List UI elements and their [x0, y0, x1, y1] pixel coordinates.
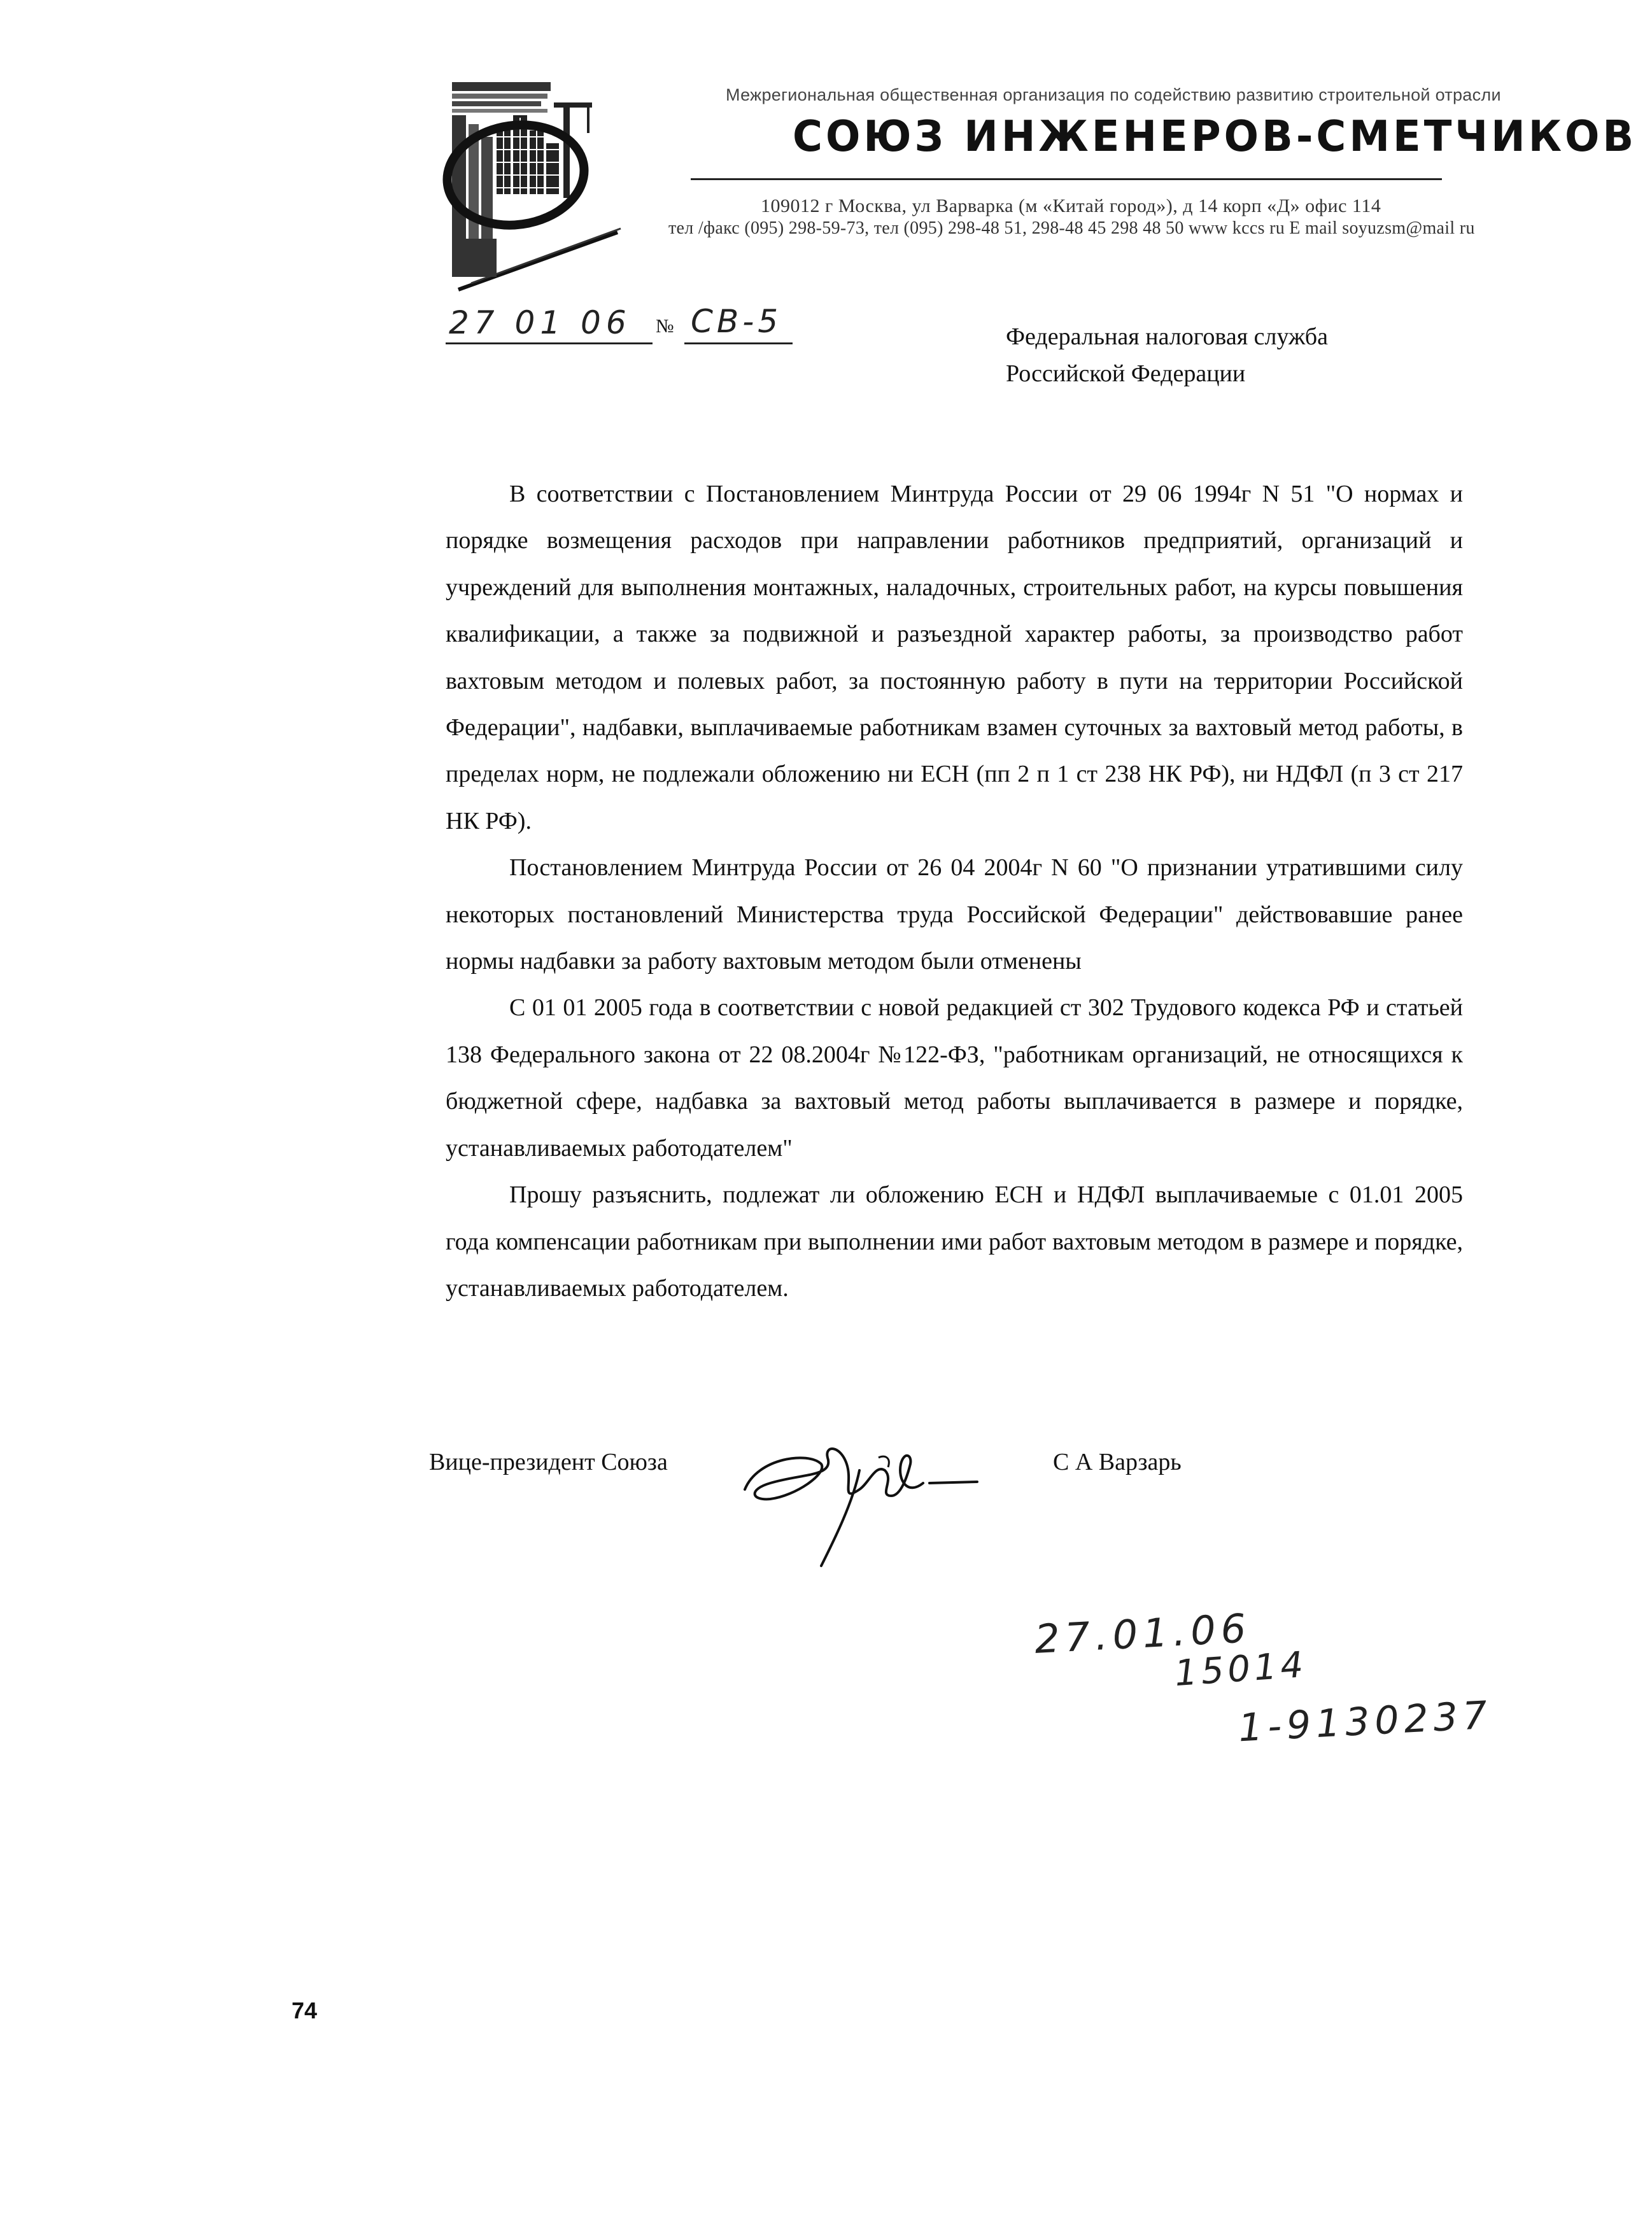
body-paragraph-4: Прошу разъяснить, подлежат ли обложению ЕСН и НДФЛ выплачиваемые с 01.01 2005 года компенсации работникам при выполнении ими работ вахтовым методом в размере и порядке, устанавливаемых работодателем.: [446, 1181, 1463, 1302]
handwritten-note-date: 27.01.06: [1033, 1605, 1252, 1663]
organization-contacts: тел /факс (095) 298-59-73, тел (095) 298-48 51, 298-48 45 298 48 50 www kccs ru E mail soyuzsm@mail ru: [668, 218, 1475, 238]
recipient-block: [1006, 318, 1328, 392]
organization-logo: [439, 80, 624, 296]
organization-address: 109012 г Москва, ул Варварка (м «Китай город»), д 14 корп «Д» офис 114: [761, 195, 1381, 216]
recipient-line-1: Федеральная налоговая служба: [1006, 323, 1328, 350]
signatory-name: С А Варзарь: [1053, 1449, 1182, 1475]
organization-subtitle: Межрегиональная общественная организация по содействию развитию строительной отрасли: [726, 85, 1501, 104]
reference-number-label: №: [656, 316, 674, 337]
reference-date-underline: [446, 342, 653, 344]
handwritten-note-number: 15014: [1173, 1643, 1309, 1695]
reference-number: СВ-5: [691, 303, 782, 340]
reference-date: 27 01 06: [449, 304, 632, 341]
page-number: 74: [292, 1997, 318, 2023]
body-paragraph-3: С 01 01 2005 года в соответствии с новой редакцией ст 302 Трудового кодекса РФ и статьей 138 Федерального закона от 22 08.2004г №122-ФЗ, "работникам организаций, не относящихся к бюджетной сфере, надбавка за вахтовый метод работы выплачивается в размере и порядке, устанавливаемых работодателем": [446, 994, 1463, 1162]
handwritten-note-registry: 1-9130237: [1237, 1693, 1493, 1751]
body-paragraph-1: В соответствии с Постановлением Минтруда России от 29 06 1994г N 51 "О нормах и порядке возмещения расходов при направлении работников предприятий, организаций и учреждений для выполнения монтажных, наладочных, строительных работ, на курсы повышения квалификации, а также за подвижной и разъездной характер работы, за производство работ вахтовым методом и полевых работ, за постоянную работу в пути на территории Российской Федерации", надбавки, выплачиваемые работникам взамен суточных за вахтовый метод работы, в пределах норм, не подлежали обложению ни ЕСН (пп 2 п 1 ст 238 НК РФ), ни НДФЛ (п 3 ст 217 НК РФ).: [446, 481, 1463, 834]
signatory-title: Вице-президент Союза: [429, 1449, 668, 1475]
organization-name: СОЮЗ ИНЖЕНЕРОВ-СМЕТЧИКОВ: [793, 112, 1637, 162]
letterhead-divider: [691, 178, 1442, 180]
letter-body: [446, 471, 1463, 1312]
reference-number-underline: [684, 342, 793, 344]
handwritten-signature: [732, 1419, 999, 1579]
body-paragraph-2: Постановлением Минтруда России от 26 04 2004г N 60 "О признании утратившими силу некоторых постановлений Министерства труда Российской Федерации" действовавшие ранее нормы надбавки за работу вахтовым методом были отменены: [446, 854, 1463, 975]
recipient-line-2: Российской Федерации: [1006, 360, 1246, 387]
